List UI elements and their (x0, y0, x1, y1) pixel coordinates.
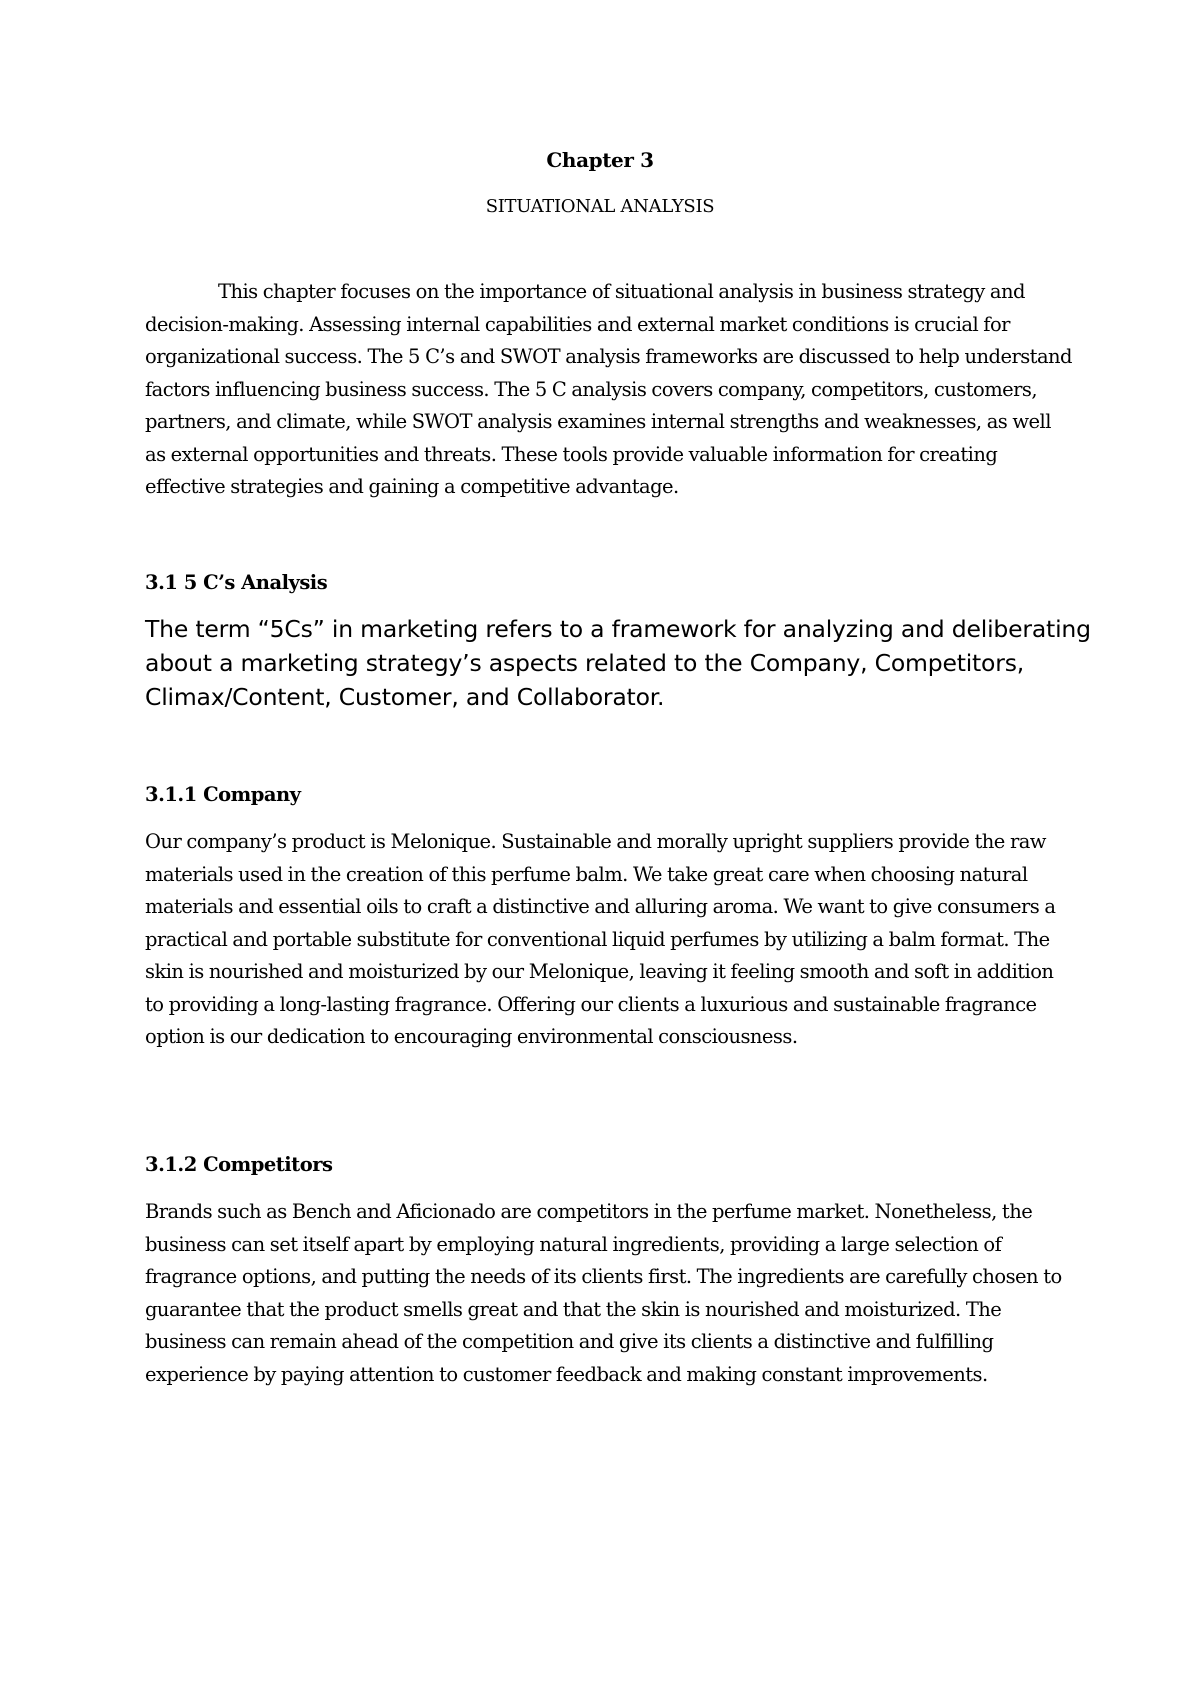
intro-paragraph: This chapter focuses on the importance of situational analysis in business strategy and decision-making. Assessing internal capabilities and external market conditions is crucial for organizational success. The 5 C’s and SWOT analysis frameworks are discussed to help understand factors influencing business success. The 5 C analysis covers company, competitors, customers, partners, and climate, while SWOT analysis examines internal strengths and weaknesses, as well as external opportunities and threats. These tools provide valuable information for creating effective strategies and gaining a competitive advantage. (145, 280, 1072, 498)
company-paragraph: Our company’s product is Melonique. Sustainable and morally upright suppliers provide the raw materials used in the creation of this perfume balm. We take great care when choosing natural materials and essential oils to craft a distinctive and alluring aroma. We want to give consumers a practical and portable substitute for conventional liquid perfumes by utilizing a balm format. The skin is nourished and moisturized by our Melonique, leaving it feeling smooth and soft in addition to providing a long-lasting fragrance. Offering our clients a luxurious and sustainable fragrance option is our dedication to encouraging environmental consciousness. (145, 830, 1056, 1048)
section-heading-5cs: 3.1 5 C’s Analysis (145, 571, 328, 594)
chapter-title: SITUATIONAL ANALYSIS (485, 196, 715, 217)
section-lead-5cs: The term “5Cs” in marketing refers to a framework for analyzing and deliberating about a marketing strategy’s aspects related to the Company, Competitors, Climax/Content, Customer, and Collaborator. (145, 615, 1091, 711)
section-heading-company: 3.1.1 Company (145, 783, 301, 806)
competitors-paragraph: Brands such as Bench and Aficionado are competitors in the perfume market. Nonetheless, the business can set itself apart by employing natural ingredients, providing a large selection of fragrance options, and putting the needs of its clients first. The ingredients are carefully chosen to guarantee that the product smells great and that the skin is nourished and moisturized. The business can remain ahead of the competition and give its clients a distinctive and fulfilling experience by paying attention to customer feedback and making constant improvements. (145, 1200, 1062, 1386)
section-heading-competitors: 3.1.2 Competitors (145, 1153, 333, 1176)
chapter-number: Chapter 3 (546, 148, 654, 172)
